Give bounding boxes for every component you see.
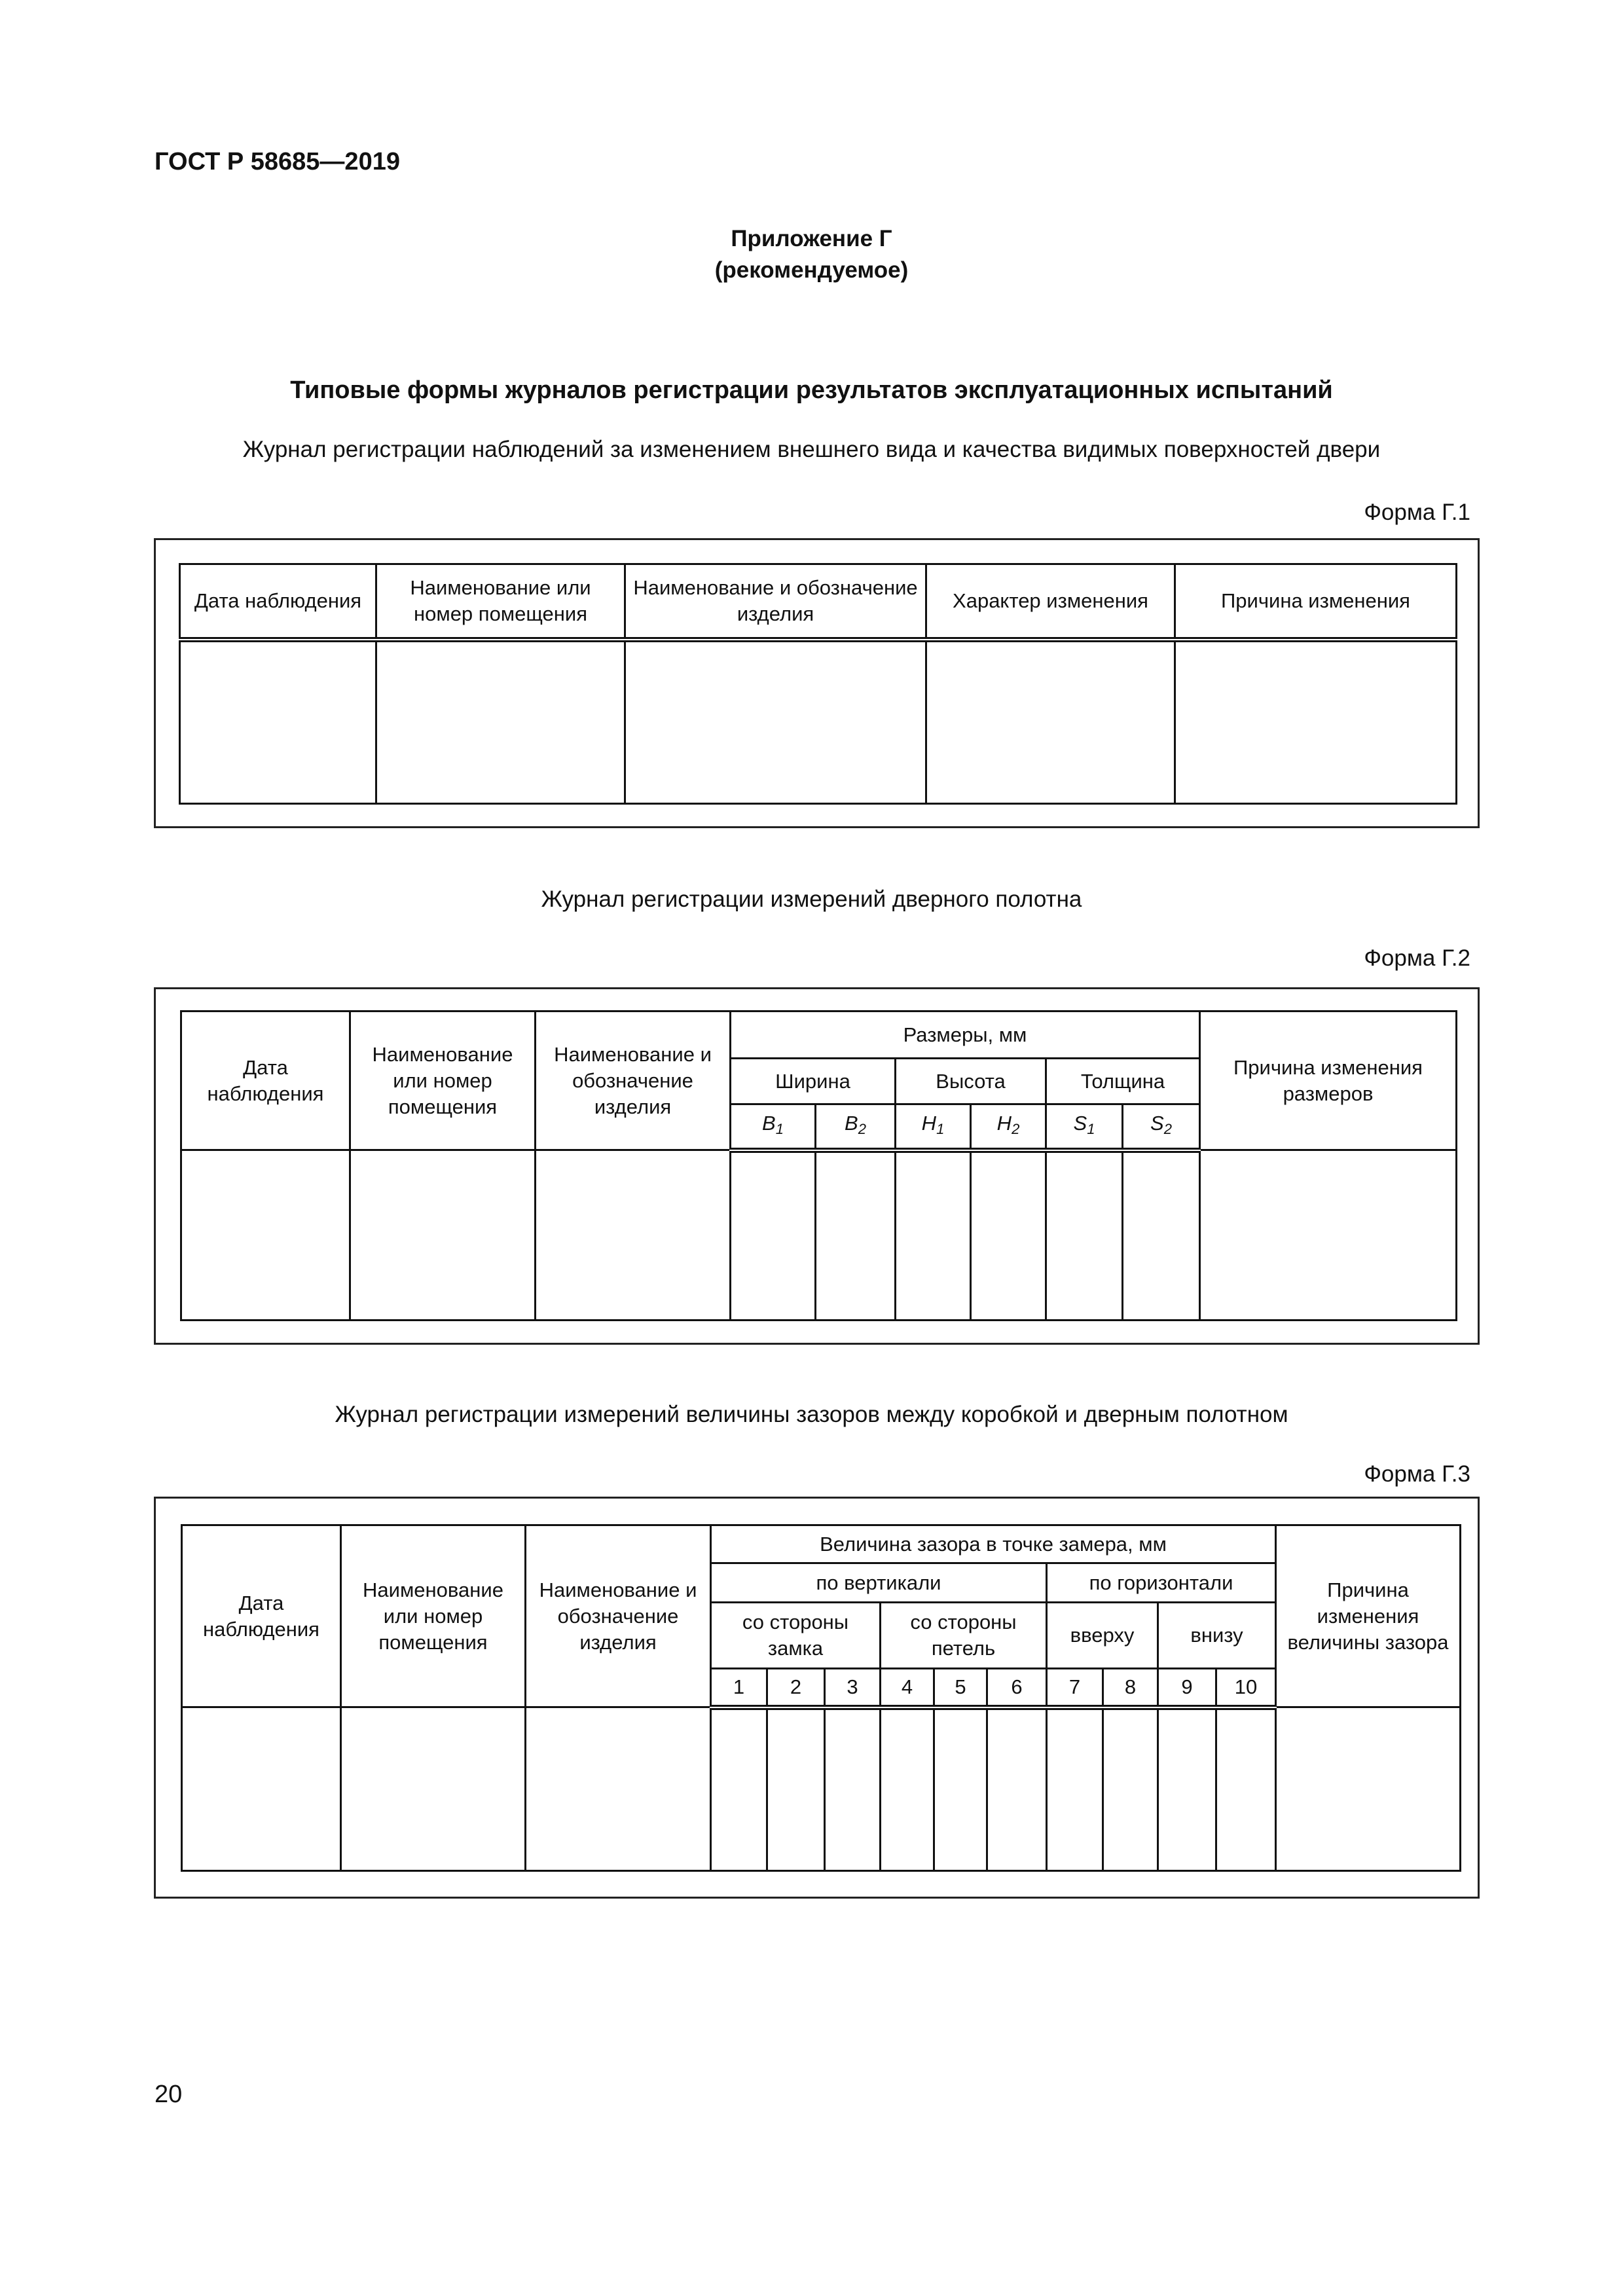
form2-title: Журнал регистрации измерений дверного полотна <box>541 886 1082 912</box>
form2-symbol-s1: $S_1$ <box>1046 1104 1123 1150</box>
form1-header-reason: Причина изменения <box>1175 564 1457 640</box>
form2-cell[interactable] <box>816 1150 896 1321</box>
form3-header-hinge-side: со стороны петель <box>881 1603 1047 1669</box>
form3-header-bottom: внизу <box>1158 1603 1276 1669</box>
form3-table <box>181 1524 1461 1872</box>
form2-cell[interactable] <box>731 1150 816 1321</box>
form2-cell[interactable] <box>181 1150 350 1321</box>
form3-header-date: Дата наблюдения <box>182 1525 341 1707</box>
form3-cell[interactable] <box>987 1707 1047 1871</box>
form3-point-9: 9 <box>1158 1669 1216 1707</box>
form1-header-date: Дата наблюдения <box>180 564 376 640</box>
form2-header-height: Высота <box>896 1059 1046 1104</box>
form1-table <box>179 563 1457 805</box>
form1-cell[interactable] <box>1175 640 1457 804</box>
form3-point-3: 3 <box>825 1669 881 1707</box>
form2-header-reason: Причина изменения размеров <box>1200 1011 1457 1150</box>
form1-header-product: Наименование и обозначение изделия <box>625 564 926 640</box>
form2-empty-row <box>181 1150 1457 1321</box>
form3-cell[interactable] <box>767 1707 825 1871</box>
form3-cell[interactable] <box>182 1707 341 1871</box>
form2-cell[interactable] <box>1046 1150 1123 1321</box>
form3-point-10: 10 <box>1216 1669 1276 1707</box>
form3-empty-row <box>182 1707 1461 1871</box>
form3-cell[interactable] <box>711 1707 767 1871</box>
form2-cell[interactable] <box>896 1150 971 1321</box>
form1-title: Журнал регистрации наблюдений за изменением внешнего вида и качества видимых поверхностей двери <box>242 437 1381 462</box>
form2-header-room: Наименование или номер помещения <box>350 1011 536 1150</box>
form2-header-thickness: Толщина <box>1046 1059 1200 1104</box>
appendix-title: Приложение Г <box>731 226 892 251</box>
form3-cell[interactable] <box>341 1707 526 1871</box>
form2-header-date: Дата наблюдения <box>181 1011 350 1150</box>
form3-cell[interactable] <box>825 1707 881 1871</box>
document-code: ГОСТ Р 58685—2019 <box>155 148 400 175</box>
form3-header-lock-side: со стороны замка <box>711 1603 881 1669</box>
form3-point-8: 8 <box>1103 1669 1158 1707</box>
form3-header-reason: Причина изменения величины зазора <box>1276 1525 1461 1707</box>
form1-cell[interactable] <box>376 640 625 804</box>
form2-header-product: Наименование и обозначение изделия <box>536 1011 731 1150</box>
form3-point-7: 7 <box>1047 1669 1103 1707</box>
form2-symbol-s2: $S_2$ <box>1123 1104 1200 1150</box>
form2-cell[interactable] <box>350 1150 536 1321</box>
form3-label: Форма Г.3 <box>1364 1461 1470 1487</box>
form3-point-2: 2 <box>767 1669 825 1707</box>
form2-table <box>180 1010 1457 1321</box>
form3-title: Журнал регистрации измерений величины зазоров между коробкой и дверным полотном <box>335 1402 1288 1427</box>
form1-cell[interactable] <box>180 640 376 804</box>
section-heading: Типовые формы журналов регистрации результатов эксплуатационных испытаний <box>290 376 1333 404</box>
form2-cell[interactable] <box>536 1150 731 1321</box>
form2-cell[interactable] <box>1123 1150 1200 1321</box>
form3-point-6: 6 <box>987 1669 1047 1707</box>
form1-cell[interactable] <box>926 640 1175 804</box>
form3-cell[interactable] <box>881 1707 934 1871</box>
form2-symbol-h1: $H_1$ <box>896 1104 971 1150</box>
form3-header-vertical: по вертикали <box>711 1563 1047 1603</box>
form3-header-room: Наименование или номер помещения <box>341 1525 526 1707</box>
form2-symbol-b1: $B_1$ <box>731 1104 816 1150</box>
appendix-status: (рекомендуемое) <box>714 257 909 283</box>
form1-header-room: Наименование или номер помещения <box>376 564 625 640</box>
form1-cell[interactable] <box>625 640 926 804</box>
page-number: 20 <box>155 2081 183 2108</box>
form2-symbol-b2: $B_2$ <box>816 1104 896 1150</box>
form3-cell[interactable] <box>1047 1707 1103 1871</box>
form3-cell[interactable] <box>1216 1707 1276 1871</box>
form3-header-product: Наименование и обозначение изделия <box>526 1525 711 1707</box>
form2-cell[interactable] <box>1200 1150 1457 1321</box>
form3-header-gap: Величина зазора в точке замера, мм <box>711 1525 1276 1563</box>
form3-header-horizontal: по горизонтали <box>1047 1563 1276 1603</box>
form3-cell[interactable] <box>1276 1707 1461 1871</box>
form2-header-width: Ширина <box>731 1059 896 1104</box>
form1-header-change-type: Характер изменения <box>926 564 1175 640</box>
form2-label: Форма Г.2 <box>1364 945 1470 971</box>
form2-symbol-h2: $H_2$ <box>971 1104 1046 1150</box>
form3-point-1: 1 <box>711 1669 767 1707</box>
form3-cell[interactable] <box>1103 1707 1158 1871</box>
form2-cell[interactable] <box>971 1150 1046 1321</box>
form3-point-5: 5 <box>934 1669 987 1707</box>
form2-header-sizes: Размеры, мм <box>731 1011 1200 1059</box>
form1-label: Форма Г.1 <box>1364 500 1470 525</box>
form3-cell[interactable] <box>1158 1707 1216 1871</box>
form3-cell[interactable] <box>526 1707 711 1871</box>
form1-empty-row <box>180 640 1457 804</box>
form3-point-4: 4 <box>881 1669 934 1707</box>
form3-header-top: вверху <box>1047 1603 1158 1669</box>
form3-cell[interactable] <box>934 1707 987 1871</box>
